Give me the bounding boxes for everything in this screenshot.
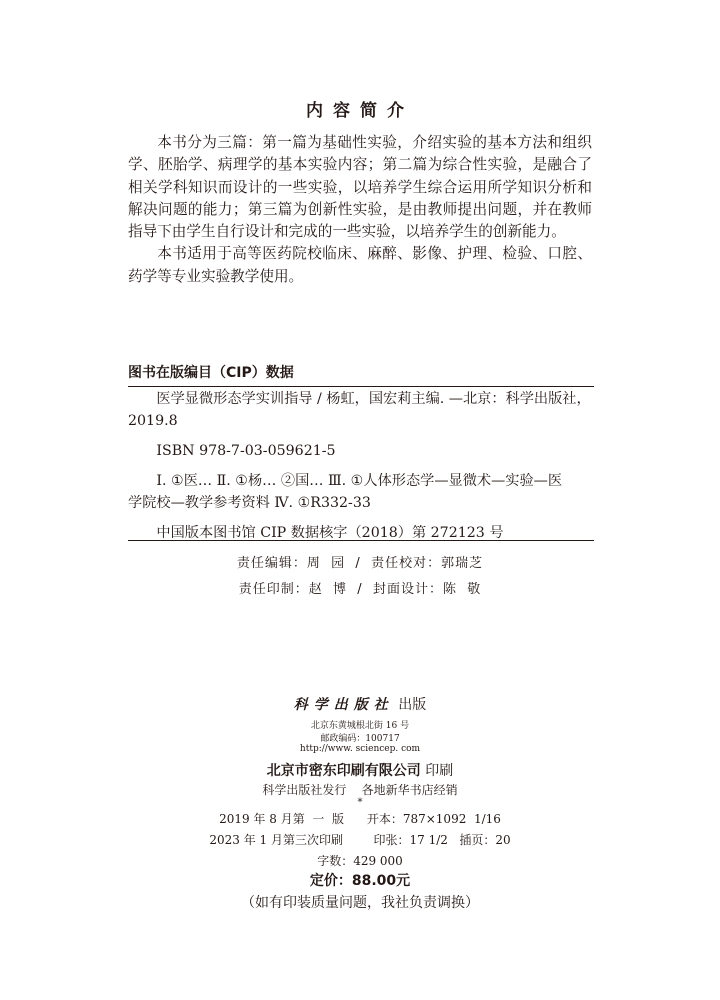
intro-paragraph: 本书适用于高等医药院校临床、麻醉、影像、护理、检验、口腔、药学等专业实验教学使用。 <box>128 245 592 285</box>
price: 定价：88.00元 <box>309 873 411 889</box>
printer-suffix: 印刷 <box>425 763 454 779</box>
intro-title: 内容简介 <box>306 101 414 121</box>
credits-editors: 责任编辑：周 园 / 责任校对：郭瑞芝 <box>236 556 484 571</box>
publisher-line <box>0 694 720 714</box>
publisher-logo-text: 科学出版社 <box>293 697 394 713</box>
cip-bottom-rule <box>128 540 594 541</box>
quality-notice: （如有印装质量问题，我社负责调换） <box>241 895 479 911</box>
cip-top-rule <box>128 386 594 387</box>
cip-isbn: ISBN 978-7-03-059621-5 <box>156 443 336 459</box>
intro-paragraph: 本书分为三篇：第一篇为基础性实验，介绍实验的基本方法和组织学、胚胎学、病理学的基本实验内容；第二篇为综合性实验，是融合了相关学科知识而设计的一些实验，以培养学生综合运用所学知识分析和解决问题的能力；第三篇为创新性实验，是由教师提出问题，并在教师指导下由学生自行设计和完成的一些实验，以培养学生的创新能力。 <box>128 134 592 241</box>
printing-line: 2023 年 1 月第三次印刷 印张：17 1/2 插页：20 <box>209 833 511 847</box>
cip-heading: 图书在版编目（CIP）数据 <box>128 365 294 381</box>
cip-classification-line: Ⅰ. ①医… Ⅱ. ①杨… ②国… Ⅲ. ①人体形态学—显微术—实验—医 <box>156 473 563 489</box>
cip-block <box>128 388 594 544</box>
publisher-suffix: 出版 <box>398 697 427 713</box>
edition-line: 2019 年 8 月第 一 版 开本：787×1092 1/16 <box>219 812 501 826</box>
credits-production: 责任印制：赵 博 / 封面设计：陈 敬 <box>238 582 482 597</box>
publisher-postcode: 邮政编码：100717 <box>320 734 400 744</box>
publisher-address: 北京东黄城根北街 16 号 <box>310 721 410 731</box>
separator-star: * <box>357 797 363 808</box>
word-count: 字数：429 000 <box>317 854 403 868</box>
printer-name: 北京市密东印刷有限公司 <box>266 763 421 779</box>
cip-classification-line-cont: 学院校—教学参考资料 Ⅳ. ①R332-33 <box>128 495 371 511</box>
intro-body <box>128 132 592 288</box>
publisher-url: http://www. sciencep. com <box>299 744 421 754</box>
cip-number: 中国版本图书馆 CIP 数据核字（2018）第 272123 号 <box>156 525 504 541</box>
cip-title-line-cont: 2019.8 <box>128 413 178 429</box>
distribution-line: 科学出版社发行 各地新华书店经销 <box>262 783 458 797</box>
printer-line <box>0 760 720 780</box>
cip-title-line: 医学显微形态学实训指导 / 杨虹，国宏莉主编. —北京：科学出版社， <box>156 391 591 407</box>
